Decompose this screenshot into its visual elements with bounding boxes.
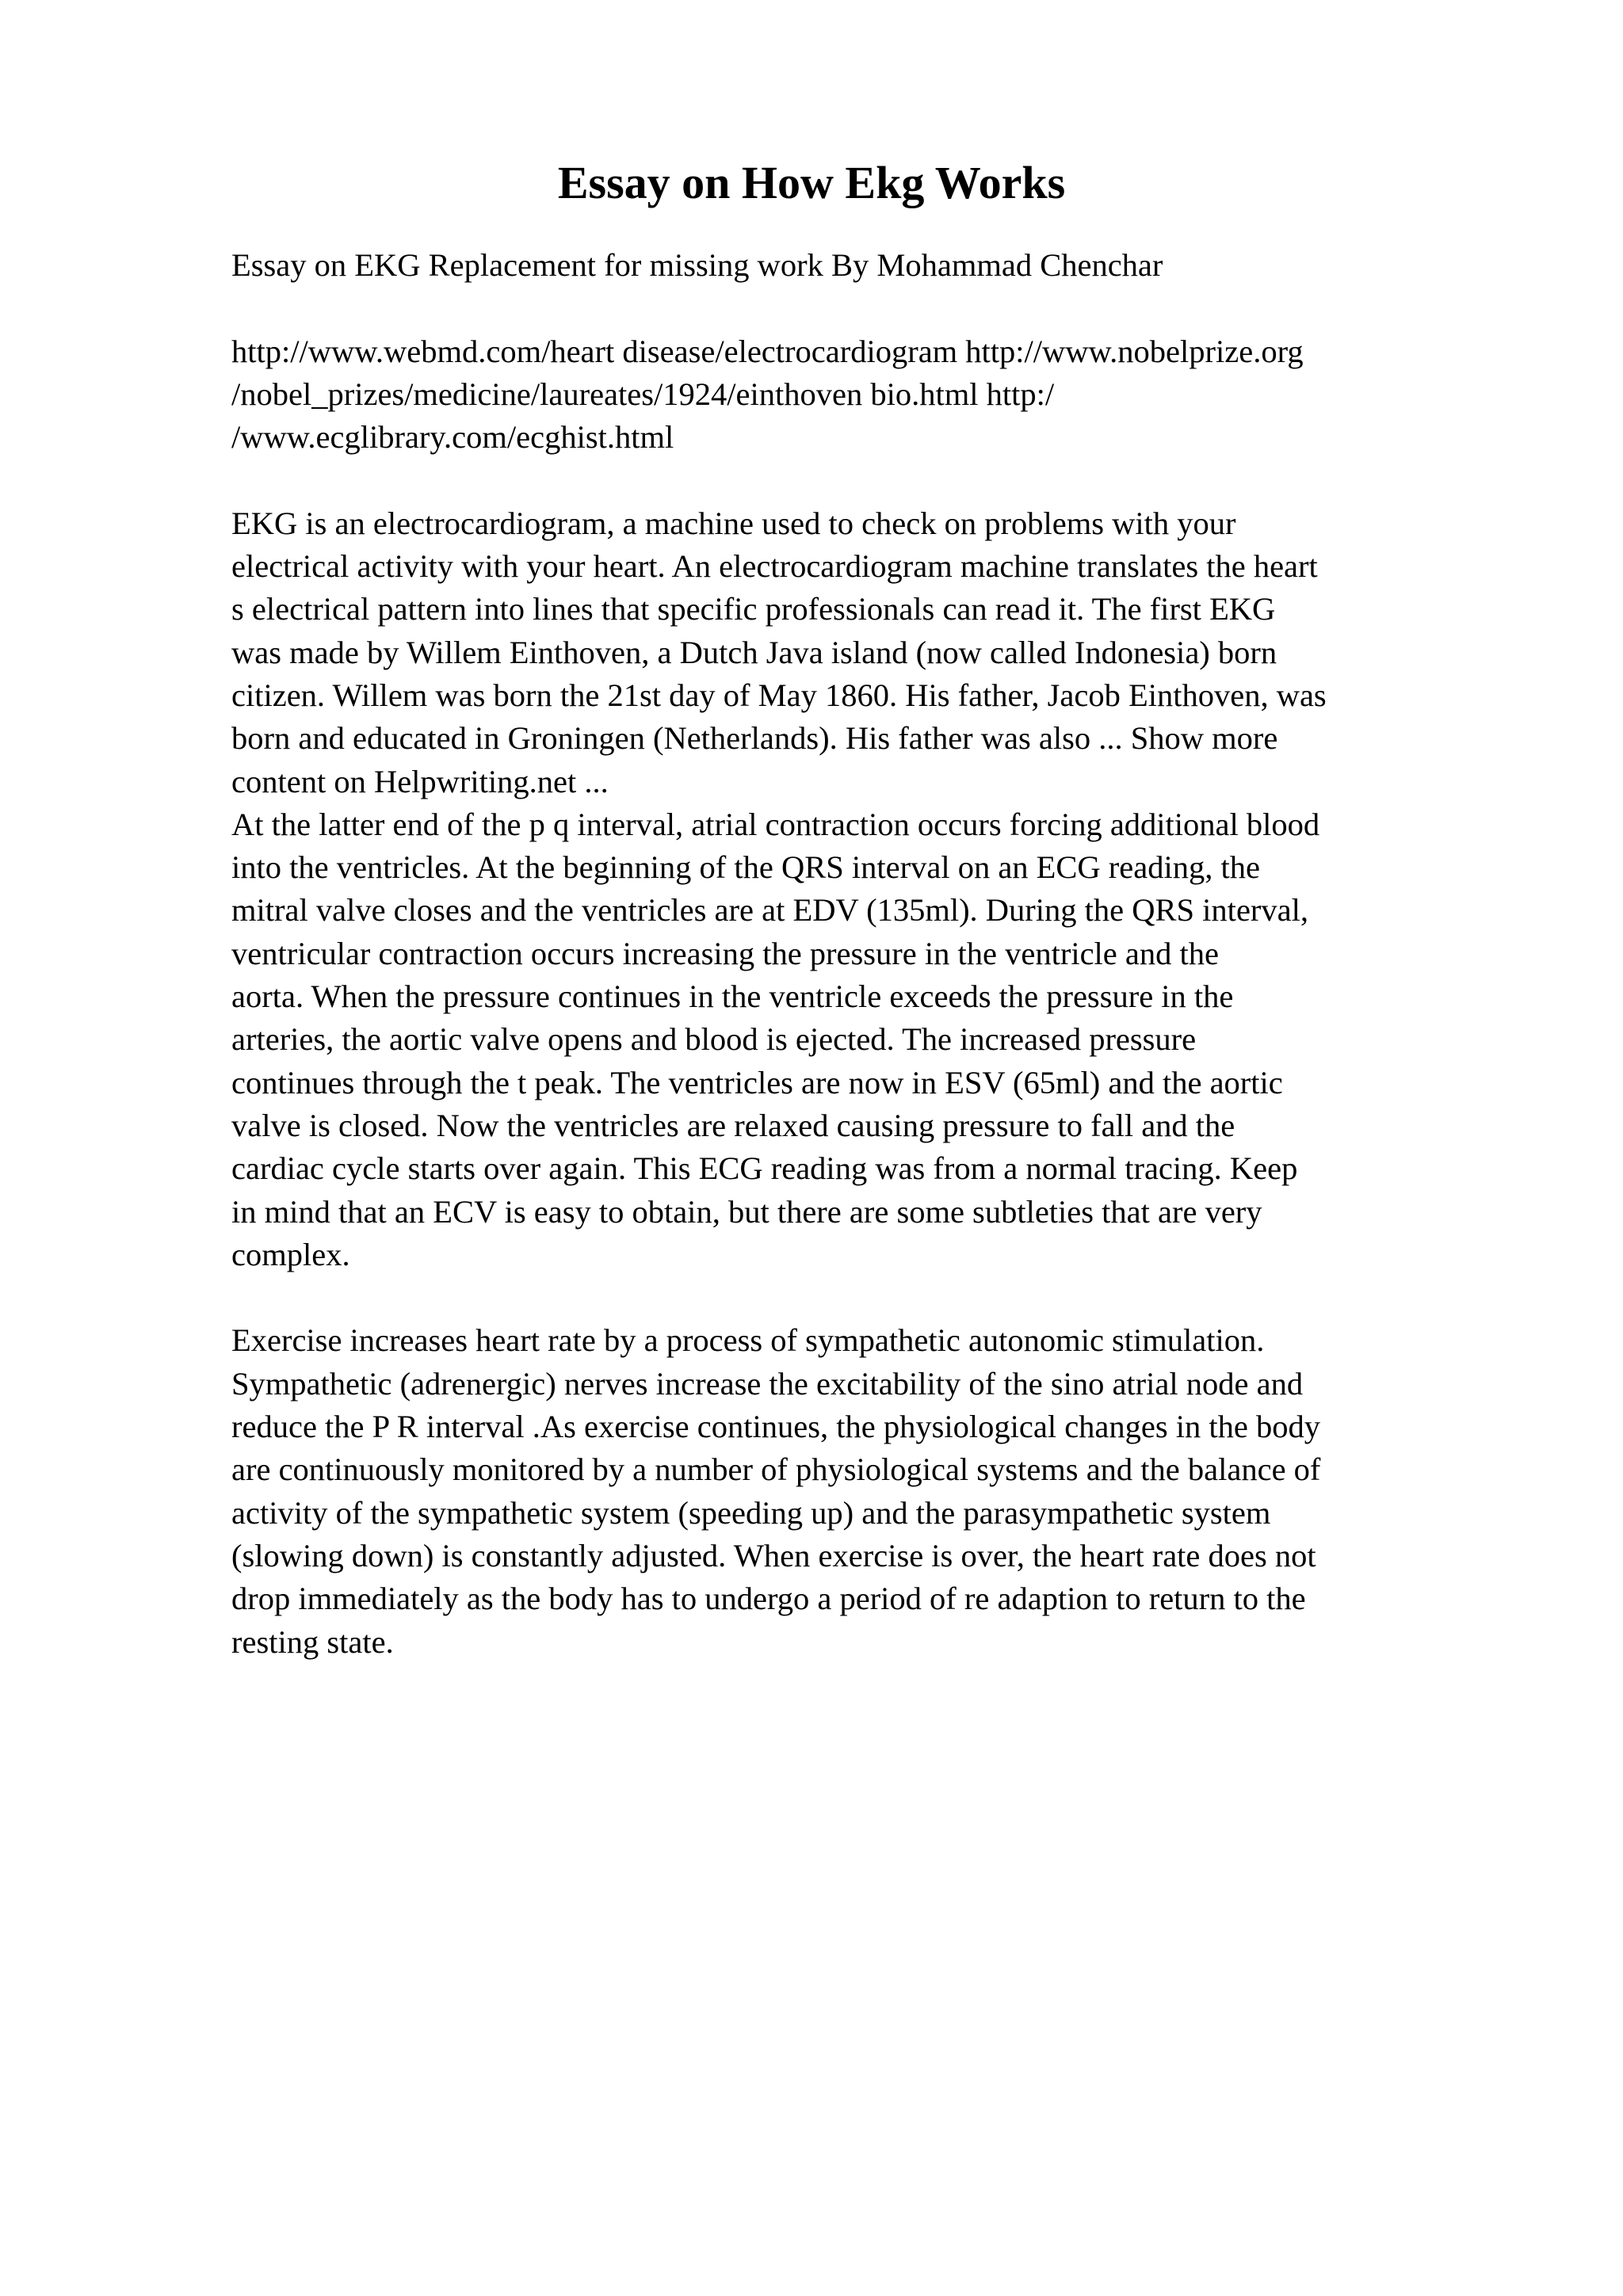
text-line: continues through the t peak. The ventricles are now in ESV (65ml) and the aortic bbox=[231, 1064, 1283, 1100]
text-line: valve is closed. Now the ventricles are relaxed causing pressure to fall and the bbox=[231, 1107, 1235, 1143]
text-line: in mind that an ECV is easy to obtain, but there are some subtleties that are very bbox=[231, 1193, 1262, 1230]
text-line: was made by Willem Einthoven, a Dutch Java island (now called Indonesia) born bbox=[231, 634, 1277, 670]
spacer bbox=[231, 459, 1499, 502]
text-line: content on Helpwriting.net ... bbox=[231, 763, 609, 799]
text-line: electrical activity with your heart. An electrocardiogram machine translates the heart bbox=[231, 548, 1318, 585]
text-line: complex. bbox=[231, 1236, 350, 1272]
sources-block bbox=[231, 330, 1499, 460]
text-line: aorta. When the pressure continues in the ventricle exceeds the pressure in the bbox=[231, 978, 1234, 1015]
text-line: (slowing down) is constantly adjusted. When exercise is over, the heart rate does not bbox=[231, 1537, 1316, 1573]
spacer bbox=[231, 287, 1499, 330]
paragraph-cardiac-cycle bbox=[231, 803, 1499, 1276]
byline: Essay on EKG Replacement for missing work By Mohammad Chenchar bbox=[231, 247, 1163, 283]
paragraph-exercise bbox=[231, 1319, 1499, 1663]
text-line: Sympathetic (adrenergic) nerves increase the excitability of the sino atrial node and bbox=[231, 1365, 1304, 1402]
text-line: are continuously monitored by a number of physiological systems and the balance of bbox=[231, 1451, 1321, 1488]
text-line: cardiac cycle starts over again. This ECG reading was from a normal tracing. Keep bbox=[231, 1150, 1298, 1187]
text-line: arteries, the aortic valve opens and blood is ejected. The increased pressure bbox=[231, 1021, 1197, 1058]
page-title: Essay on How Ekg Works bbox=[557, 157, 1066, 208]
text-line: EKG is an electrocardiogram, a machine used to check on problems with your bbox=[231, 505, 1236, 541]
source-line: /www.ecglibrary.com/ecghist.html bbox=[231, 419, 674, 456]
essay-body bbox=[231, 244, 1499, 1664]
source-line: /nobel_prizes/medicine/laureates/1924/einthoven bio.html http:/ bbox=[231, 376, 1055, 412]
text-line: s electrical pattern into lines that specific professionals can read it. The first EKG bbox=[231, 591, 1276, 627]
paragraph-ekg-history bbox=[231, 502, 1499, 803]
text-line: citizen. Willem was born the 21st day of May 1860. His father, Jacob Einthoven, was bbox=[231, 677, 1327, 713]
text-line: activity of the sympathetic system (speeding up) and the parasympathetic system bbox=[231, 1494, 1271, 1531]
text-line: drop immediately as the body has to undergo a period of re adaption to return to the bbox=[231, 1581, 1306, 1617]
source-line: http://www.webmd.com/heart disease/electrocardiogram http://www.nobelprize.org bbox=[231, 333, 1304, 369]
spacer bbox=[231, 1276, 1499, 1319]
text-line: into the ventricles. At the beginning of the QRS interval on an ECG reading, the bbox=[231, 849, 1260, 886]
text-line: ventricular contraction occurs increasing the pressure in the ventricle and the bbox=[231, 935, 1219, 971]
text-line: resting state. bbox=[231, 1623, 394, 1660]
text-line: mitral valve closes and the ventricles are at EDV (135ml). During the QRS interval, bbox=[231, 892, 1309, 929]
text-line: born and educated in Groningen (Netherlands). His father was also ... Show more bbox=[231, 720, 1278, 757]
text-line: reduce the P R interval .As exercise continues, the physiological changes in the body bbox=[231, 1409, 1320, 1445]
text-line: At the latter end of the p q interval, atrial contraction occurs forcing additional blood bbox=[231, 806, 1320, 842]
text-line: Exercise increases heart rate by a process of sympathetic autonomic stimulation. bbox=[231, 1322, 1265, 1359]
